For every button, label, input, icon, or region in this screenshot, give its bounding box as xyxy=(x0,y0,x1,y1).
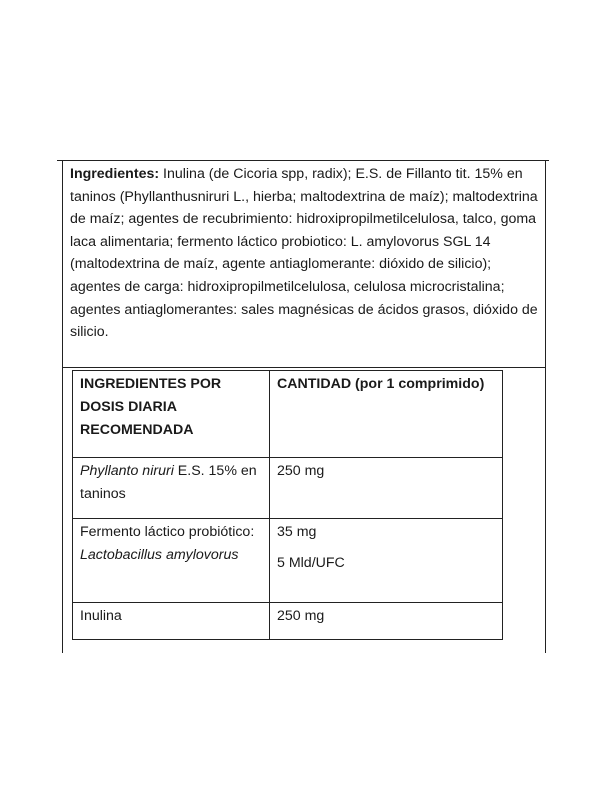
row-name-italic: Lactobacillus amylovorus xyxy=(80,547,239,563)
row-qty: 250 mg xyxy=(270,458,503,519)
ingredients-text: Inulina (de Cicoria spp, radix); E.S. de Fillanto tit. 15% en taninos (Phyllanthusniruri L., hierba; maltodextrina de maíz); maltodextrina de maíz; agentes de recubrimiento: hidroxipropilmetilcelulosa, talco, goma laca alimentaria; fermento láctico probiotico: L. amylovorus SGL 14 (maltodextrina de maíz, agente antiaglomerante: dióxido de silicio); agentes de carga: hidroxipropilmetilcelulosa, celulosa microcristalina; agentes antiaglomerantes: sales magnésicas de ácidos grasos, dióxido de silicio. xyxy=(70,166,538,341)
section-divider xyxy=(62,367,545,368)
table-row xyxy=(73,603,503,640)
row-qty-secondary: 5 Mld/UFC xyxy=(277,555,345,571)
row-qty-primary: 35 mg xyxy=(277,524,317,540)
table-header-row xyxy=(73,371,503,458)
table-row xyxy=(73,519,503,603)
corner-mark-right xyxy=(539,160,549,161)
row-name: Inulina xyxy=(73,603,270,640)
row-name xyxy=(73,519,270,603)
row-qty: 250 mg xyxy=(270,603,503,640)
row-name-rest: E.S. 15% en taninos xyxy=(80,463,257,502)
dose-table xyxy=(72,370,503,640)
corner-mark-left xyxy=(57,160,67,161)
row-name-plain: Fermento láctico probiótico: xyxy=(80,524,255,540)
header-quantity: CANTIDAD (por 1 comprimido) xyxy=(270,371,503,458)
header-ingredients: INGREDIENTES POR DOSIS DIARIA RECOMENDADA xyxy=(73,371,270,458)
cropped-text-line xyxy=(70,651,540,657)
row-name-italic: Phyllanto niruri xyxy=(80,463,174,479)
ingredients-paragraph xyxy=(70,163,538,344)
row-name xyxy=(73,458,270,519)
row-qty xyxy=(270,519,503,603)
ingredients-label: Ingredientes: xyxy=(70,166,160,182)
table-row xyxy=(73,458,503,519)
